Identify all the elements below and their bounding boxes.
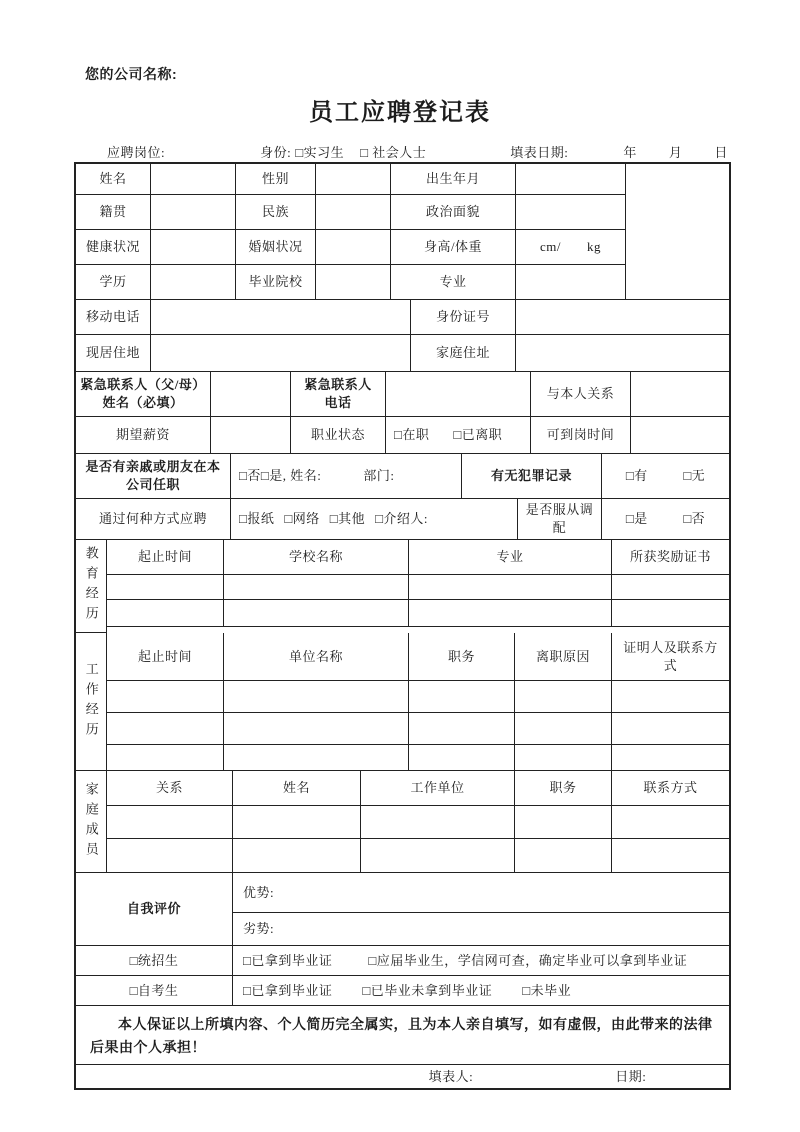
self-eval-label: 自我评价 xyxy=(76,873,233,946)
work-row2-period-input[interactable] xyxy=(107,713,224,745)
family-section-label: 家庭成员 xyxy=(76,771,107,873)
edu-header-major: 专业 xyxy=(409,540,612,575)
major-label: 专业 xyxy=(391,265,516,300)
strengths-input[interactable] xyxy=(233,873,729,913)
day-label: 日 xyxy=(714,144,728,160)
criminal-yes-checkbox[interactable]: □有 xyxy=(625,468,648,484)
section-education xyxy=(76,540,729,633)
channel-referrer-checkbox[interactable]: □介绍人: xyxy=(375,511,429,527)
height-weight-input[interactable] xyxy=(516,230,626,265)
tongzhao-checkbox[interactable]: □统招生 xyxy=(76,946,233,976)
zikao-diploma-received-checkbox[interactable]: □已拿到毕业证 xyxy=(243,982,333,998)
work-row3-position-input[interactable] xyxy=(409,745,515,771)
obey-assignment-options xyxy=(602,499,729,540)
identity-label: 身份: xyxy=(260,144,292,160)
relatives-in-company-label: 是否有亲戚或朋友在本公司任职 xyxy=(76,454,231,499)
section-family xyxy=(76,771,729,873)
obey-assignment-label: 是否服从调配 xyxy=(518,499,602,540)
gender-input[interactable] xyxy=(316,164,391,195)
tongzhao-diploma-received-checkbox[interactable]: □已拿到毕业证 xyxy=(243,952,333,968)
mobile-input[interactable] xyxy=(151,300,411,335)
edu-row2-major-input[interactable] xyxy=(409,600,612,627)
family-row1-contact-input[interactable] xyxy=(612,806,729,839)
month-label: 月 xyxy=(668,144,683,160)
marital-label: 婚姻状况 xyxy=(236,230,316,265)
edu-row1-awards-input[interactable] xyxy=(612,575,729,600)
channel-other-checkbox[interactable]: □其他 xyxy=(329,511,366,527)
relation-input[interactable] xyxy=(631,372,729,417)
obey-yes-checkbox[interactable]: □是 xyxy=(625,511,648,527)
unit-cm-label: cm/ xyxy=(540,239,561,255)
work-header-period: 起止时间 xyxy=(107,633,224,681)
work-row2-leave-reason-input[interactable] xyxy=(515,713,612,745)
criminal-record-options xyxy=(602,454,729,499)
work-row3-period-input[interactable] xyxy=(107,745,224,771)
emergency-contact-phone-label xyxy=(291,372,386,417)
section-graduation-row2 xyxy=(76,976,729,1006)
form-filler-label[interactable]: 填表人: xyxy=(428,1068,474,1084)
college-input[interactable] xyxy=(316,265,391,300)
weaknesses-input[interactable] xyxy=(233,913,729,946)
political-status-input[interactable] xyxy=(516,195,626,230)
obey-no-checkbox[interactable]: □否 xyxy=(683,511,706,527)
emergency-phone-label-line1: 紧急联系人 xyxy=(304,377,372,393)
signature-date-label[interactable]: 日期: xyxy=(615,1068,647,1084)
family-row2-workplace-input[interactable] xyxy=(361,839,515,873)
fill-date-label: 填表日期: xyxy=(510,144,569,160)
family-row1-name-input[interactable] xyxy=(233,806,361,839)
zikao-options xyxy=(233,976,729,1006)
expected-salary-input[interactable] xyxy=(211,417,291,454)
relation-label: 与本人关系 xyxy=(531,372,631,417)
family-row1-workplace-input[interactable] xyxy=(361,806,515,839)
education-section-label: 教育经历 xyxy=(76,540,107,633)
availability-label: 可到岗时间 xyxy=(531,417,631,454)
zikao-not-graduated-checkbox[interactable]: □未毕业 xyxy=(522,982,572,998)
college-label: 毕业院校 xyxy=(236,265,316,300)
section-relatives xyxy=(76,454,729,499)
family-header-contact: 联系方式 xyxy=(612,771,729,806)
work-row1-company-input[interactable] xyxy=(224,681,409,713)
apply-channel-options xyxy=(231,499,518,540)
relatives-department-label[interactable]: 部门: xyxy=(363,468,395,484)
declaration-text: 本人保证以上所填内容、个人简历完全属实，且为本人亲自填写，如有虚假，由此带来的法律后果由个人承担！ xyxy=(76,1006,729,1065)
expected-salary-label: 期望薪资 xyxy=(76,417,211,454)
year-label: 年 xyxy=(623,144,637,160)
section-graduation-row1 xyxy=(76,946,729,976)
gender-label: 性别 xyxy=(236,164,316,195)
weaknesses-label: 劣势: xyxy=(243,921,275,937)
family-header-position: 职务 xyxy=(515,771,612,806)
channel-newspaper-checkbox[interactable]: □报纸 xyxy=(239,511,275,527)
native-place-input[interactable] xyxy=(151,195,236,230)
work-row3-leave-reason-input[interactable] xyxy=(515,745,612,771)
tongzhao-fresh-graduate-checkbox[interactable]: □应届毕业生，学信网可查，确定毕业可以拿到毕业证 xyxy=(368,952,688,968)
political-status-label: 政治面貌 xyxy=(391,195,516,230)
family-row2-contact-input[interactable] xyxy=(612,839,729,873)
section-signature xyxy=(76,1065,729,1088)
work-row1-position-input[interactable] xyxy=(409,681,515,713)
section-basic xyxy=(76,164,729,300)
signature-row xyxy=(76,1065,729,1088)
unit-kg-label: kg xyxy=(587,239,601,255)
criminal-record-label: 有无犯罪记录 xyxy=(462,454,602,499)
edu-row1-school-input[interactable] xyxy=(224,575,409,600)
job-status-label: 职业状态 xyxy=(291,417,386,454)
work-row1-reference-input[interactable] xyxy=(612,681,729,713)
edu-row2-awards-input[interactable] xyxy=(612,600,729,627)
ethnicity-input[interactable] xyxy=(316,195,391,230)
id-number-label: 身份证号 xyxy=(411,300,516,335)
relatives-options xyxy=(231,454,462,499)
zikao-graduated-no-diploma-checkbox[interactable]: □已毕业未拿到毕业证 xyxy=(362,982,493,998)
marital-input[interactable] xyxy=(316,230,391,265)
work-row2-position-input[interactable] xyxy=(409,713,515,745)
job-status-resigned-checkbox[interactable]: □已离职 xyxy=(453,427,503,443)
ethnicity-label: 民族 xyxy=(236,195,316,230)
height-weight-label: 身高/体重 xyxy=(391,230,516,265)
edu-header-awards: 所获奖励证书 xyxy=(612,540,729,575)
work-section-label: 工作经历 xyxy=(76,633,107,771)
work-row3-reference-input[interactable] xyxy=(612,745,729,771)
identity-option-intern-checkbox[interactable]: □实习生 xyxy=(295,144,345,160)
channel-internet-checkbox[interactable]: □网络 xyxy=(284,511,320,527)
work-header-position: 职务 xyxy=(409,633,515,681)
current-address-label: 现居住地 xyxy=(76,335,151,372)
section-work xyxy=(76,633,729,771)
work-row1-leave-reason-input[interactable] xyxy=(515,681,612,713)
availability-input[interactable] xyxy=(631,417,729,454)
meta-row xyxy=(75,141,730,161)
tongzhao-options xyxy=(233,946,729,976)
family-header-name: 姓名 xyxy=(233,771,361,806)
work-header-reference: 证明人及联系方式 xyxy=(612,633,729,681)
family-row1-position-input[interactable] xyxy=(515,806,612,839)
id-number-input[interactable] xyxy=(516,300,729,335)
apply-channel-label: 通过何种方式应聘 xyxy=(76,499,231,540)
family-header-workplace: 工作单位 xyxy=(361,771,515,806)
edu-header-period: 起止时间 xyxy=(107,540,224,575)
mobile-label: 移动电话 xyxy=(76,300,151,335)
zikao-checkbox[interactable]: □自考生 xyxy=(76,976,233,1006)
job-status-options xyxy=(386,417,531,454)
job-status-employed-checkbox[interactable]: □在职 xyxy=(394,427,430,443)
section-emergency xyxy=(76,372,729,454)
work-row1-period-input[interactable] xyxy=(107,681,224,713)
relatives-yes-no-checkbox[interactable]: □否□是, 姓名: xyxy=(239,468,322,484)
page-title: 员工应聘登记表 xyxy=(309,99,491,126)
work-header-leave-reason: 离职原因 xyxy=(515,633,612,681)
work-row3-company-input[interactable] xyxy=(224,745,409,771)
company-name-label: 您的公司名称: xyxy=(85,66,178,82)
emergency-contact-name-input[interactable] xyxy=(211,372,291,417)
degree-input[interactable] xyxy=(151,265,236,300)
work-row2-reference-input[interactable] xyxy=(612,713,729,745)
emergency-contact-phone-input[interactable] xyxy=(386,372,531,417)
section-contact xyxy=(76,300,729,372)
section-self-eval xyxy=(76,873,729,946)
birth-label: 出生年月 xyxy=(391,164,516,195)
section-declaration xyxy=(76,1006,729,1065)
home-address-input[interactable] xyxy=(516,335,729,372)
current-address-input[interactable] xyxy=(151,335,411,372)
work-row2-company-input[interactable] xyxy=(224,713,409,745)
edu-row2-period-input[interactable] xyxy=(107,600,224,627)
edu-header-school: 学校名称 xyxy=(224,540,409,575)
family-row2-name-input[interactable] xyxy=(233,839,361,873)
emergency-contact-name-label: 紧急联系人（父/母）姓名（必填） xyxy=(76,372,211,417)
edu-row1-period-input[interactable] xyxy=(107,575,224,600)
form-table xyxy=(74,162,731,1090)
health-label: 健康状况 xyxy=(76,230,151,265)
position-label: 应聘岗位: xyxy=(107,144,166,160)
strengths-label: 优势: xyxy=(243,884,275,900)
family-row2-relation-input[interactable] xyxy=(107,839,233,873)
family-row1-relation-input[interactable] xyxy=(107,806,233,839)
home-address-label: 家庭住址 xyxy=(411,335,516,372)
name-input[interactable] xyxy=(151,164,236,195)
name-label: 姓名 xyxy=(76,164,151,195)
birth-input[interactable] xyxy=(516,164,626,195)
health-input[interactable] xyxy=(151,230,236,265)
emergency-phone-label-line2: 电话 xyxy=(324,395,352,410)
identity-option-social-checkbox[interactable]: □ 社会人士 xyxy=(360,144,427,160)
criminal-no-checkbox[interactable]: □无 xyxy=(683,468,706,484)
section-channel xyxy=(76,499,729,540)
family-header-relation: 关系 xyxy=(107,771,233,806)
degree-label: 学历 xyxy=(76,265,151,300)
edu-row2-school-input[interactable] xyxy=(224,600,409,627)
edu-row1-major-input[interactable] xyxy=(409,575,612,600)
work-header-company: 单位名称 xyxy=(224,633,409,681)
major-input[interactable] xyxy=(516,265,626,300)
native-place-label: 籍贯 xyxy=(76,195,151,230)
photo-area xyxy=(626,164,729,300)
family-row2-position-input[interactable] xyxy=(515,839,612,873)
